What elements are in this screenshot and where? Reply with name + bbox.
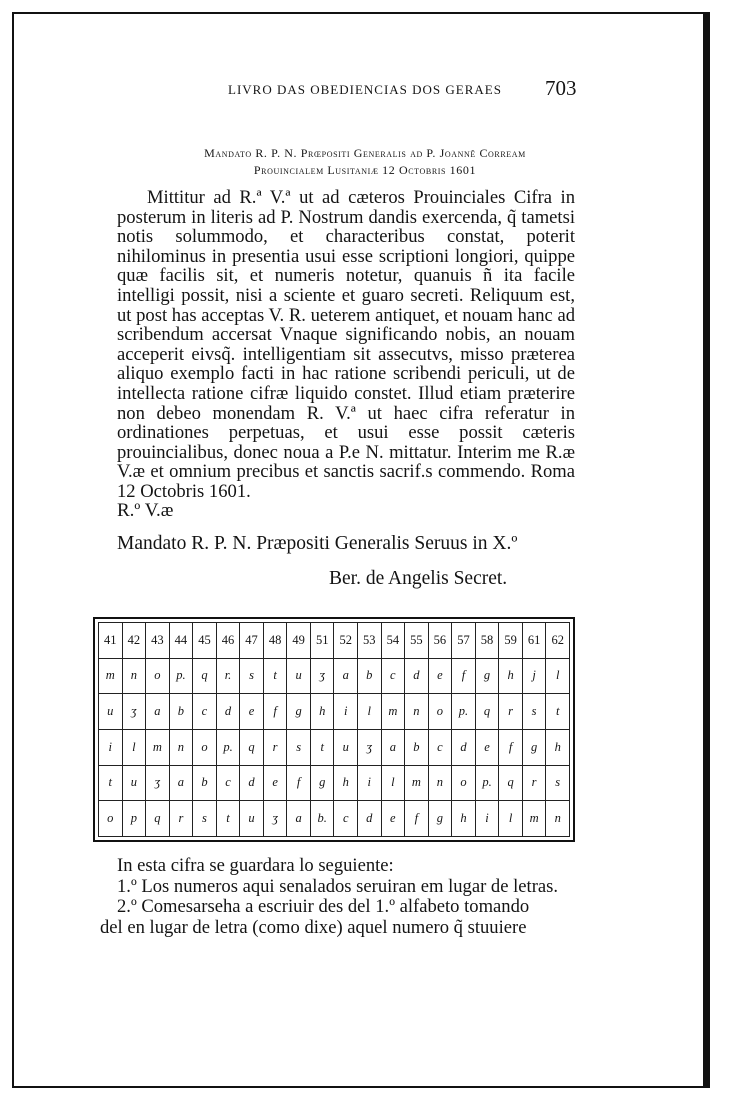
cipher-letter-cell: c [334,801,358,837]
cipher-letter-cell: i [475,801,499,837]
cipher-letter-cell: n [169,729,193,765]
cipher-letter-cell: u [240,801,264,837]
cipher-letter-cell: a [334,658,358,694]
cipher-letter-cell: q [240,729,264,765]
cipher-letter-cell: s [522,694,546,730]
cipher-letter-cell: q [475,694,499,730]
cipher-letter-cell: h [334,765,358,801]
cipher-letter-cell: o [146,658,170,694]
cipher-alphabet-row [99,765,570,801]
cipher-number-cell: 45 [193,623,217,659]
cipher-letter-cell: o [193,729,217,765]
cipher-letter-cell: d [216,694,240,730]
instruction-item-1: 1.º Los numeros aqui senalados seruiran em lugar de letras. [117,875,559,897]
cipher-number-cell: 57 [452,623,476,659]
cipher-letter-cell: o [99,801,123,837]
cipher-letter-cell: q [499,765,523,801]
cipher-letter-cell: a [381,729,405,765]
cipher-letter-cell: s [546,765,570,801]
cipher-number-cell: 55 [405,623,429,659]
cipher-letter-cell: g [428,801,452,837]
cipher-letter-cell: l [381,765,405,801]
cipher-letter-cell: h [310,694,334,730]
cipher-letter-cell: q [146,801,170,837]
cipher-number-cell: 49 [287,623,311,659]
cipher-number-row [99,623,570,659]
cipher-letter-cell: r [522,765,546,801]
cipher-letter-cell: c [428,729,452,765]
cipher-alphabet-row [99,694,570,730]
cipher-number-cell: 44 [169,623,193,659]
mandate-line: Mandato R. P. N. Præpositi Generalis Seruus in X.º [117,533,518,554]
cipher-letter-cell: s [193,801,217,837]
cipher-letter-cell: j [522,658,546,694]
cipher-letter-cell: l [358,694,382,730]
cipher-letter-cell: g [310,765,334,801]
cipher-letter-cell: l [546,658,570,694]
cipher-letter-cell: h [546,729,570,765]
cipher-alphabet-row [99,658,570,694]
cipher-number-cell: 52 [334,623,358,659]
cipher-letter-cell: t [263,658,287,694]
cipher-letter-cell: b [405,729,429,765]
cipher-letter-cell: d [405,658,429,694]
cipher-letter-cell: t [99,765,123,801]
letter-body [117,188,575,502]
cipher-letter-cell: n [546,801,570,837]
cipher-number-cell: 48 [263,623,287,659]
cipher-letter-cell: s [287,729,311,765]
cipher-number-cell: 59 [499,623,523,659]
cipher-letter-cell: i [99,729,123,765]
cipher-letter-cell: f [452,658,476,694]
cipher-letter-cell: l [122,729,146,765]
cipher-letter-cell: e [475,729,499,765]
cipher-letter-cell: c [193,694,217,730]
cipher-letter-cell: p [122,801,146,837]
cipher-letter-cell: p. [475,765,499,801]
cipher-letter-cell: g [475,658,499,694]
cipher-letter-cell: e [263,765,287,801]
cipher-number-cell: 51 [310,623,334,659]
cipher-letter-cell: g [287,694,311,730]
cipher-number-cell: 42 [122,623,146,659]
cipher-letter-cell: e [428,658,452,694]
cipher-letter-cell: m [99,658,123,694]
cipher-letter-cell: m [522,801,546,837]
cipher-number-cell: 46 [216,623,240,659]
cipher-number-cell: 56 [428,623,452,659]
cipher-letter-cell: m [146,729,170,765]
cipher-letter-cell: b. [310,801,334,837]
cipher-number-cell: 53 [358,623,382,659]
cipher-letter-cell: u [287,658,311,694]
cipher-letter-cell: f [263,694,287,730]
cipher-letter-cell: f [405,801,429,837]
cipher-letter-cell: ʒ [122,694,146,730]
cipher-letter-cell: t [310,729,334,765]
instruction-item-2-line-2: del en lugar de letra (como dixe) aquel numero q̃ stuuiere [100,916,527,938]
instructions-intro: In esta cifra se guardara lo seguiente: [117,855,394,876]
cipher-letter-cell: l [499,801,523,837]
cipher-letter-cell: ʒ [263,801,287,837]
cipher-number-cell: 41 [99,623,123,659]
cipher-letter-cell: p. [452,694,476,730]
cipher-letter-cell: c [381,658,405,694]
cipher-letter-cell: e [240,694,264,730]
cipher-letter-cell: d [240,765,264,801]
cipher-letter-cell: g [522,729,546,765]
cipher-letter-cell: n [122,658,146,694]
cipher-letter-cell: s [240,658,264,694]
cipher-number-cell: 54 [381,623,405,659]
cipher-number-cell: 62 [546,623,570,659]
cipher-letter-cell: b [358,658,382,694]
cipher-number-cell: 58 [475,623,499,659]
running-title: LIVRO DAS OBEDIENCIAS DOS GERAES [228,82,502,97]
cipher-letter-cell: i [334,694,358,730]
cipher-letter-cell: a [146,694,170,730]
cipher-letter-cell: ʒ [310,658,334,694]
cipher-number-cell: 43 [146,623,170,659]
cipher-letter-cell: h [499,658,523,694]
cipher-letter-cell: f [499,729,523,765]
cipher-letter-cell: p. [216,729,240,765]
cipher-letter-cell: r [499,694,523,730]
cipher-letter-cell: b [169,694,193,730]
cipher-letter-cell: q [193,658,217,694]
signature: Ber. de Angelis Secret. [329,568,508,589]
page-number: 703 [545,76,577,100]
letter-paragraph: Mittitur ad R.ª V.ª ut ad cæteros Prouinciales Cifra in posterum in literis ad P. Nostrum dandis exercenda, q̃ tametsi notis solummodo, et characteribus constat, poterit nihilominus in presentia usui esse scriptioni longiori, quippe quæ facilis sit, et numeris notetur, quanuis ñ ita facile intelligi possit, nisi a sciente et guaro secreti. Reliquum est, ut post has acceptas V. R. ueterem antiquet, et nouam hanc ad scribendum accersat Vnaque significando nobis, an nouam acceperit eivsq̃. intelligentiam sit assecutvs, misso præterea aliquo exemplo facti in hac ratione scribendi periculi, ut de intellecta ratione cifræ liquido constet. Illud etiam præterire non debeo monendam R. V.ª ut haec cifra referatur in ordinationes perpetuas, et usui esse possit cæteris prouincialibus, donec noua a P.e N. mittatur. Interim me R.æ V.æ et omnium precibus et sanctis sacrif.s commendo. Roma 12 Octobris 1601. [117,187,575,502]
cipher-alphabet-row [99,729,570,765]
cipher-letter-cell: r [169,801,193,837]
cipher-letter-cell: p. [169,658,193,694]
cipher-number-cell: 47 [240,623,264,659]
cipher-number-cell: 61 [522,623,546,659]
salutation: R.º V.æ [117,500,174,521]
document-caption-line-2: Prouincialem Lusitaniæ 12 Octobris 1601 [253,163,477,177]
cipher-letter-cell: n [405,694,429,730]
instruction-item-2-line-1: 2.º Comesarseha a escriuir des del 1.º alfabeto tomando [117,896,530,917]
cipher-letter-cell: u [122,765,146,801]
cipher-letter-cell: e [381,801,405,837]
instructions [100,855,575,938]
cipher-letter-cell: m [405,765,429,801]
cipher-letter-cell: r. [216,658,240,694]
cipher-letter-cell: n [428,765,452,801]
cipher-letter-cell: t [546,694,570,730]
cipher-letter-cell: c [216,765,240,801]
cipher-letter-cell: a [287,801,311,837]
cipher-letter-cell: h [452,801,476,837]
cipher-letter-cell: m [381,694,405,730]
cipher-table-frame [93,617,575,842]
cipher-letter-cell: a [169,765,193,801]
cipher-letter-cell: u [334,729,358,765]
cipher-letter-cell: r [263,729,287,765]
cipher-table [98,622,570,837]
cipher-letter-cell: f [287,765,311,801]
cipher-alphabet-row [99,801,570,837]
document-caption-line-1: Mandato R. P. N. Prœpositi Generalis ad P. Joannẽ Corream [204,146,526,160]
cipher-letter-cell: ʒ [358,729,382,765]
cipher-letter-cell: o [452,765,476,801]
cipher-letter-cell: d [452,729,476,765]
cipher-letter-cell: u [99,694,123,730]
cipher-letter-cell: i [358,765,382,801]
cipher-letter-cell: t [216,801,240,837]
cipher-letter-cell: d [358,801,382,837]
cipher-letter-cell: ʒ [146,765,170,801]
cipher-letter-cell: b [193,765,217,801]
cipher-letter-cell: o [428,694,452,730]
